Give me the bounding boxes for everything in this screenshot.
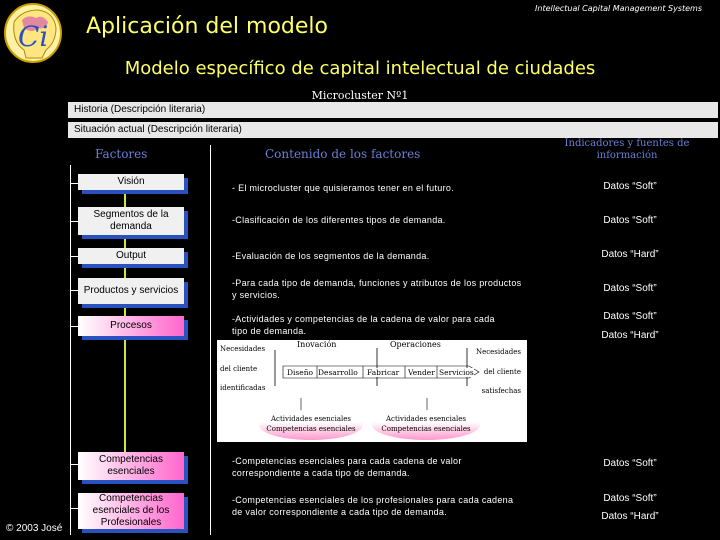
- tick-7: [70, 508, 78, 509]
- factor-output[interactable]: Output: [78, 248, 184, 264]
- tick-6: [70, 464, 78, 465]
- factor-competencias[interactable]: Competencias esenciales: [78, 452, 184, 480]
- tick-5: [70, 326, 78, 327]
- content-output: -Evaluación de los segmentos de la demanda.: [232, 251, 430, 261]
- needs-right-1: Necesidades: [475, 348, 521, 356]
- content-competencias: -Competencias esenciales para cada cadena de valor correspondiente a cada tipo de demanda.: [232, 456, 462, 478]
- ci-logo: [2, 2, 64, 64]
- contenido-header: Contenido de los factores: [265, 147, 421, 161]
- content-competencias-profesionales: -Competencias esenciales de los profesionales para cada cadena de valor correspondiente a cada tipo de demanda.: [232, 495, 514, 517]
- datos-procesos-hard: Datos “Hard”: [601, 330, 659, 341]
- factor-productos[interactable]: Productos y servicios: [78, 278, 184, 304]
- chain-desarrollo: Desarrollo: [318, 368, 358, 377]
- datos-procesos-soft: Datos “Soft”: [603, 311, 657, 322]
- ci-logo-text: Ci: [18, 20, 49, 53]
- historia-bar: Historia (Descripción literaria): [68, 102, 718, 118]
- needs-left-3: identificadas: [220, 384, 266, 392]
- tick-4: [70, 290, 78, 291]
- ellipse-innovacion-line2: Competencias esenciales: [266, 425, 356, 433]
- needs-right-2: del cliente: [483, 368, 521, 376]
- app-title: Aplicación del modelo: [86, 14, 328, 39]
- content-procesos: -Actividades y competencias de la cadena de valor para cada tipo de demanda.: [232, 314, 495, 336]
- factor-segmentos[interactable]: Segmentos de la demanda: [78, 207, 184, 235]
- datos-output: Datos “Hard”: [601, 249, 659, 260]
- factores-header: Factores: [95, 147, 148, 161]
- copyright: © 2003 José: [6, 523, 63, 534]
- chain-diseno: Diseño: [287, 368, 314, 377]
- value-chain-diagram: [217, 340, 527, 442]
- operaciones-label: Operaciones: [390, 340, 441, 349]
- ellipse-operaciones-line1: Actividades esenciales: [385, 415, 466, 423]
- factor-competencias-profesionales[interactable]: Competencias esenciales de los Profesionales: [78, 493, 184, 529]
- innovacion-label: Inovación: [297, 340, 337, 349]
- content-productos: -Para cada tipo de demanda, funciones y atributos de los productos y servicios.: [232, 278, 522, 300]
- datos-segmentos: Datos “Soft”: [603, 215, 657, 226]
- ellipse-operaciones-line2: Competencias esenciales: [381, 425, 471, 433]
- content-segmentos: -Clasificación de los diferentes tipos de demanda.: [232, 215, 446, 225]
- situacion-bar: Situación actual (Descripción literaria): [68, 122, 718, 138]
- needs-right-3: satisfechas: [481, 387, 521, 395]
- tick-2: [70, 221, 78, 222]
- chain-vender: Vender: [408, 368, 435, 377]
- divider-line: [210, 145, 211, 535]
- factor-vision[interactable]: Visión: [78, 174, 184, 190]
- needs-left-2: del cliente: [220, 365, 258, 373]
- tick-1: [70, 183, 78, 184]
- ellipse-operaciones: [372, 410, 480, 440]
- model-title: Modelo específico de capital intelectual de ciudades: [124, 58, 596, 79]
- needs-left-1: Necesidades: [220, 345, 266, 353]
- content-vision: - El microcluster que quisieramos tener en el futuro.: [232, 183, 454, 193]
- factor-procesos[interactable]: Procesos: [78, 316, 184, 336]
- datos-productos: Datos “Soft”: [603, 283, 657, 294]
- datos-vision: Datos “Soft”: [603, 181, 657, 192]
- datos-profesionales-hard: Datos “Hard”: [601, 511, 659, 522]
- indicadores-header: Indicadores y fuentes de información: [564, 138, 690, 161]
- chain-servicios: Servicios: [439, 368, 474, 377]
- corner-title: Intellectual Capital Management Systems: [535, 4, 702, 13]
- ellipse-innovacion: [259, 410, 363, 440]
- ellipse-innovacion-line1: Actividades esenciales: [270, 415, 351, 423]
- datos-profesionales-soft: Datos “Soft”: [603, 493, 657, 504]
- datos-competencias: Datos “Soft”: [603, 458, 657, 469]
- cluster-title: Microcluster Nº1: [311, 89, 409, 102]
- tick-3: [70, 256, 78, 257]
- chain-fabricar: Fabricar: [367, 368, 400, 377]
